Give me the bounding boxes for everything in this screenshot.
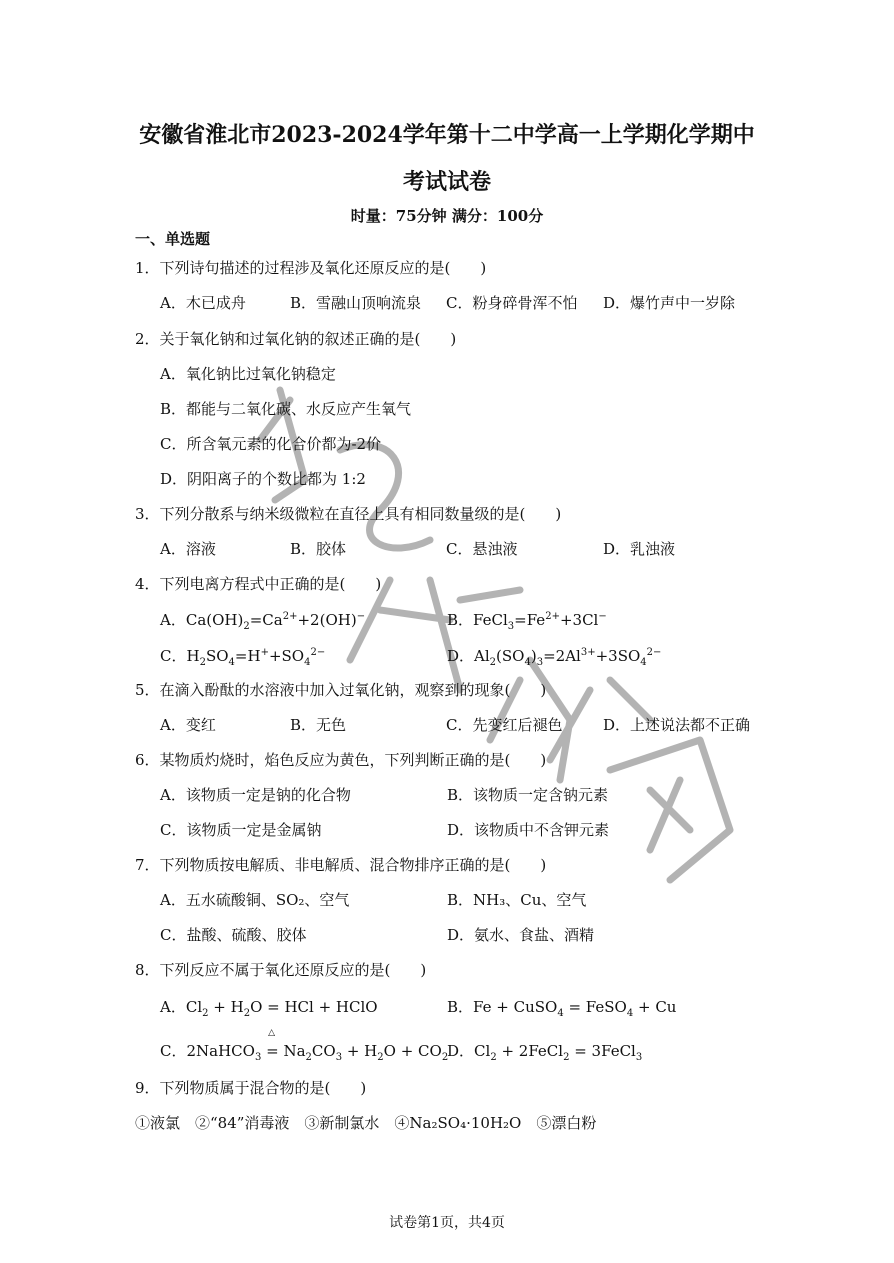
q7-option-b: B．NH₃、Cu、空气 [447,891,587,909]
q1-option-a: A．木已成舟 [160,294,246,312]
q3-option-b: B．胶体 [290,540,347,558]
question-3: 3．下列分散系与纳米级微粒在直径上具有相同数量级的是( ) [135,505,562,523]
exam-title-line2: 考试试卷 [402,169,491,195]
exam-meta: 时量：75分钟 满分：100分 [350,207,544,225]
question-7: 7．下列物质按电解质、非电解质、混合物排序正确的是( ) [135,856,547,874]
q1-option-d: D．爆竹声中一岁除 [603,294,736,312]
q4-option-d: D．$Al_2(SO_4)_3=2Al^{3+}+3SO_4^{2-}$ [447,647,662,668]
question-8: 8．下列反应不属于氧化还原反应的是( ) [135,961,427,979]
q6-option-d: D．该物质中不含钾元素 [447,821,610,839]
q5-option-c: C．先变红后褪色 [446,716,563,734]
q2-option-d: D．阴阳离子的个数比都为 1:2 [160,470,366,488]
q3-option-d: D．乳浊液 [603,540,676,558]
q5-option-d: D．上述说法都不正确 [603,716,751,734]
q2-option-b: B．都能与二氧化碳、水反应产生氧气 [160,400,412,418]
q6-option-a: A．该物质一定是钠的化合物 [160,786,351,804]
question-5: 5．在滴入酚酞的水溶液中加入过氧化钠，观察到的现象( ) [135,681,547,699]
q8-option-c: C．2NaHCO$_3$ △ = $Na_2CO_3 + H_2O + CO_2$ [160,1028,449,1063]
q2-option-a: A．氧化钠比过氧化钠稳定 [160,365,336,383]
q2-option-c: C．所含氧元素的化合价都为-2价 [160,435,382,453]
q8-option-b: B．Fe + CuSO$_4$ = FeSO$_4$ + Cu [447,998,677,1019]
question-6: 6．某物质灼烧时，焰色反应为黄色，下列判断正确的是( ) [135,751,547,769]
q4-option-c: C．$H_2SO_4=H^++SO_4^{2-}$ [160,647,326,668]
q5-option-a: A．变红 [160,716,216,734]
q3-option-c: C．悬浊液 [446,540,518,558]
q5-option-b: B．无色 [290,716,347,734]
q7-option-a: A．五水硫酸铜、SO₂、空气 [160,891,350,909]
question-4: 4．下列电离方程式中正确的是( ) [135,575,382,593]
exam-title-line1: 安徽省淮北市2023-2024学年第十二中学高一上学期化学期中 [139,122,755,148]
q1-option-c: C．粉身碎骨浑不怕 [446,294,578,312]
question-2: 2．关于氧化钠和过氧化钠的叙述正确的是( ) [135,330,457,348]
q4-option-b: B．$FeCl_3=Fe^{2+}+3Cl^-$ [447,611,607,632]
q7-option-c: C．盐酸、硫酸、胶体 [160,926,307,944]
q6-option-b: B．该物质一定含钠元素 [447,786,609,804]
q9-items: ①液氯 ②“84”消毒液 ③新制氯水 ④Na₂SO₄·10H₂O ⑤漂白粉 [135,1114,597,1132]
question-1: 1．下列诗句描述的过程涉及氧化还原反应的是( ) [135,259,487,277]
section-heading: 一、单选题 [135,230,211,248]
q1-option-b: B．雪融山顶响流泉 [290,294,422,312]
q7-option-d: D．氨水、食盐、酒精 [447,926,595,944]
q6-option-c: C．该物质一定是金属钠 [160,821,322,839]
q8-option-a: A．$Cl_2 + H_2O$ = HCl + HClO [160,998,378,1019]
q3-option-a: A．溶液 [160,540,216,558]
q4-option-a: A．$Ca(OH)_2=Ca^{2+}+2(OH)^-$ [160,611,366,632]
q8-option-d: D．$Cl_2$ + 2FeCl$_2$ = 3FeCl$_3$ [447,1042,643,1063]
page-footer: 试卷第1页，共4页 [389,1215,505,1231]
question-9: 9．下列物质属于混合物的是( ) [135,1079,367,1097]
